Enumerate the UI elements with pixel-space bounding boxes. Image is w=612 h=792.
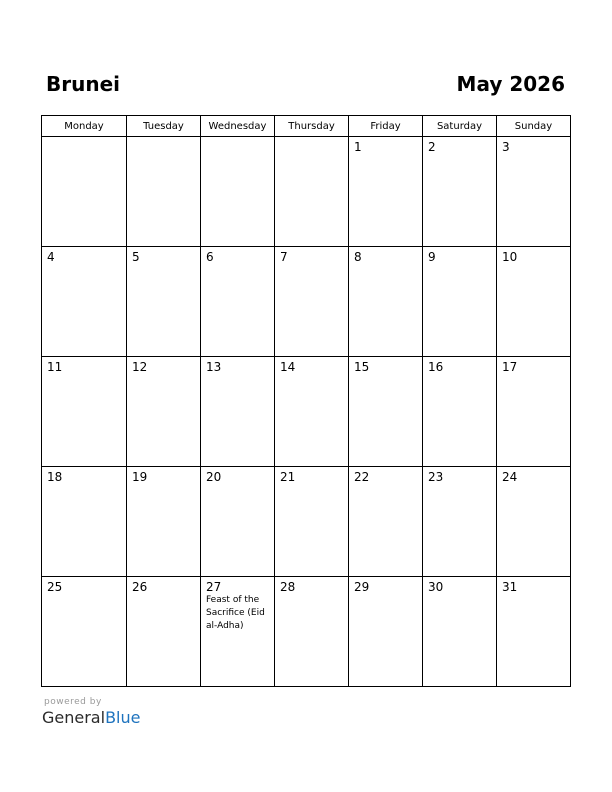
day-cell — [201, 357, 275, 467]
day-number: 15 — [354, 360, 370, 374]
day-cell — [497, 247, 571, 357]
day-cell — [127, 247, 201, 357]
day-number: 21 — [280, 470, 296, 484]
day-cell — [42, 467, 127, 577]
day-cell — [201, 247, 275, 357]
day-number: 31 — [502, 580, 518, 594]
day-number: 23 — [428, 470, 444, 484]
day-cell — [349, 467, 423, 577]
generalblue-logo[interactable] — [42, 708, 140, 728]
day-cell — [497, 577, 571, 687]
day-cell — [127, 577, 201, 687]
day-number: 17 — [502, 360, 518, 374]
day-number: 10 — [502, 250, 518, 264]
day-cell — [201, 137, 275, 247]
day-number: 16 — [428, 360, 444, 374]
day-number: 22 — [354, 470, 370, 484]
weekday-header-sunday: Sunday — [497, 116, 571, 137]
holiday-label: Feast of the Sacrifice (Eid al-Adha) — [206, 595, 265, 631]
day-number: 6 — [206, 250, 214, 264]
day-number: 7 — [280, 250, 288, 264]
day-cell — [275, 577, 349, 687]
day-cell — [42, 577, 127, 687]
day-number: 13 — [206, 360, 222, 374]
weekday-header-row — [42, 116, 571, 137]
day-cell — [201, 467, 275, 577]
day-cell — [497, 467, 571, 577]
day-cell — [201, 577, 275, 687]
week-row — [42, 247, 571, 357]
week-row — [42, 357, 571, 467]
weekday-header-saturday: Saturday — [423, 116, 497, 137]
day-number — [275, 137, 348, 140]
month-year-title: May 2026 — [456, 72, 565, 96]
day-number: 18 — [47, 470, 63, 484]
day-number: 24 — [502, 470, 518, 484]
day-cell — [349, 137, 423, 247]
day-number: 2 — [428, 140, 436, 154]
weekday-header-wednesday: Wednesday — [201, 116, 275, 137]
day-number: 20 — [206, 470, 222, 484]
day-number: 30 — [428, 580, 444, 594]
day-number: 9 — [428, 250, 436, 264]
day-number: 25 — [47, 580, 63, 594]
weekday-header-thursday: Thursday — [275, 116, 349, 137]
day-number: 5 — [132, 250, 140, 264]
weekday-header-monday: Monday — [42, 116, 127, 137]
week-row — [42, 137, 571, 247]
day-cell — [275, 247, 349, 357]
day-cell — [275, 357, 349, 467]
day-cell — [423, 247, 497, 357]
day-number — [127, 137, 200, 140]
week-row — [42, 467, 571, 577]
day-cell — [127, 357, 201, 467]
day-number — [42, 137, 126, 140]
day-number: 4 — [47, 250, 55, 264]
day-number: 14 — [280, 360, 296, 374]
day-cell — [349, 577, 423, 687]
logo-text-general: General — [42, 708, 106, 727]
day-number — [201, 137, 274, 140]
day-cell — [497, 357, 571, 467]
day-cell — [275, 467, 349, 577]
day-cell — [423, 357, 497, 467]
day-cell — [349, 247, 423, 357]
day-number: 12 — [132, 360, 148, 374]
day-cell — [497, 137, 571, 247]
day-number: 28 — [280, 580, 296, 594]
day-cell — [42, 247, 127, 357]
day-cell — [42, 357, 127, 467]
day-cell — [127, 467, 201, 577]
day-number: 27 — [206, 580, 222, 594]
day-number: 8 — [354, 250, 362, 264]
weekday-header-tuesday: Tuesday — [127, 116, 201, 137]
logo-text-blue: Blue — [105, 708, 141, 727]
country-title: Brunei — [46, 72, 121, 96]
week-row — [42, 577, 571, 687]
day-cell — [349, 357, 423, 467]
day-number: 19 — [132, 470, 148, 484]
day-number: 1 — [354, 140, 362, 154]
day-cell — [423, 467, 497, 577]
powered-by-text: powered by — [44, 697, 102, 707]
day-number: 29 — [354, 580, 370, 594]
day-number: 26 — [132, 580, 148, 594]
day-cell — [42, 137, 127, 247]
day-cell — [423, 137, 497, 247]
day-cell — [275, 137, 349, 247]
day-number: 3 — [502, 140, 510, 154]
day-cell — [423, 577, 497, 687]
calendar-grid — [41, 115, 571, 687]
day-cell — [127, 137, 201, 247]
day-number: 11 — [47, 360, 63, 374]
weekday-header-friday: Friday — [349, 116, 423, 137]
